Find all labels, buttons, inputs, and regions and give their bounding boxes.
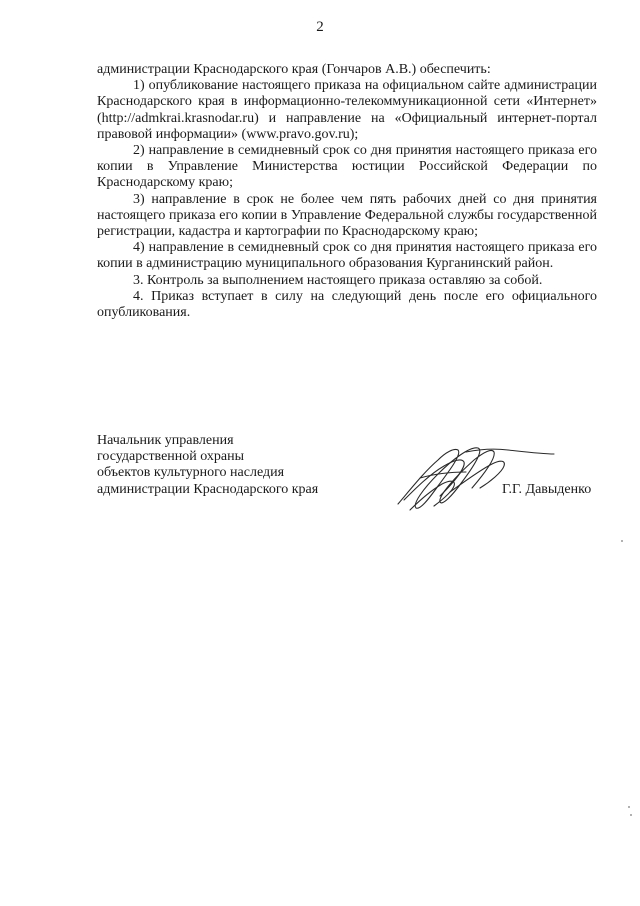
position-line: Начальник управления	[97, 433, 234, 448]
paragraph-intro: администрации Краснодарского края (Гончаров А.В.) обеспечить:	[97, 62, 491, 77]
document-body	[97, 62, 597, 321]
paragraph-item-3: 3) направление в срок не более чем пять рабочих дней со дня принятия настоящего приказа его копии в Управление Федеральной службы государственной регистрации, кадастра и картографии по Краснодарскому краю;	[97, 191, 597, 240]
position-line: государственной охраны	[97, 449, 245, 465]
scan-speck	[628, 806, 630, 808]
paragraph-control: 3. Контроль за выполнением настоящего приказа оставляю за собой.	[133, 272, 543, 288]
handwritten-signature	[380, 430, 560, 530]
paragraph-item-2: 2) направление в семидневный срок со дня принятия настоящего приказа его копии в Управление Министерства юстиции Российской Федерации по Краснодарскому краю;	[97, 143, 597, 191]
paragraph-item-1: 1) опубликование настоящего приказа на официальном сайте администрации Краснодарского края в информационно-телекоммуникационной сети «Интернет» (http://admkrai.krasnodar.ru) и направление на «Официальный интернет-портал правовой информации» (www.pravo.gov.ru);	[97, 78, 597, 142]
position-line: администрации Краснодарского края	[97, 481, 319, 497]
signatory-name: Г.Г. Давыденко	[502, 482, 592, 497]
page-number: 2	[316, 19, 324, 35]
paragraph-effective: 4. Приказ вступает в силу на следующий день после его официального опубликования.	[97, 288, 597, 321]
scan-speck	[621, 540, 623, 542]
paragraph-item-4: 4) направление в семидневный срок со дня принятия настоящего приказа его копии в администрацию муниципального образования Курганинский район.	[97, 240, 597, 272]
position-line: объектов культурного наследия	[97, 465, 285, 481]
scan-speck	[630, 814, 632, 816]
